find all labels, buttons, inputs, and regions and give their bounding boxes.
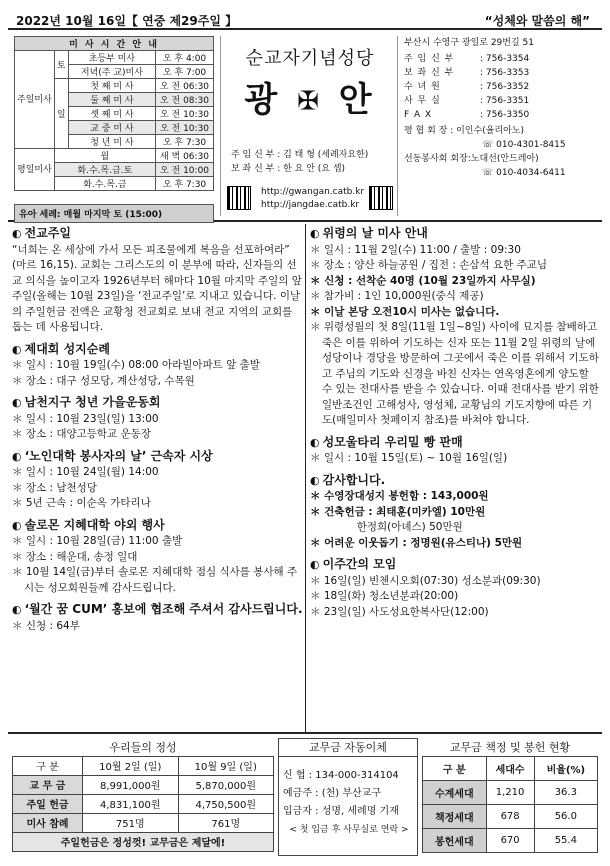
mass-time: 새 벽 06:30 bbox=[156, 149, 214, 163]
contact-value: : 756-3353 bbox=[480, 68, 530, 78]
notice-title-text: 성모울타리 우리밀 빵 판매 bbox=[322, 434, 463, 449]
row-label: 책정세대 bbox=[423, 804, 487, 828]
notice-title-text: 이주간의 모임 bbox=[322, 557, 397, 571]
notice-section bbox=[12, 342, 304, 390]
contact-label: 사 무 실 bbox=[404, 96, 441, 106]
mass-name: 화.수.목.금 bbox=[54, 177, 155, 191]
notice-item: ＊ 일시 : 10월 15일(토) ~ 10월 16일(일) bbox=[310, 452, 508, 464]
table-header: 비율(%) bbox=[534, 756, 597, 780]
notice-title-text: 솔로몬 지혜대학 야외 행사 bbox=[24, 517, 165, 532]
table-header: 10월 2일 (일) bbox=[83, 756, 179, 775]
notice-item: ＊ 수영장대성지 봉헌함 : 143,000원 bbox=[310, 490, 489, 502]
notice-section bbox=[310, 473, 602, 552]
notice-title-text: 감사합니다. bbox=[322, 472, 386, 487]
issue-date: 2022년 10월 16일【 연중 제29주일 】 bbox=[16, 14, 238, 28]
mass-time: 오 전 10:30 bbox=[156, 107, 214, 121]
logo-left: 광 bbox=[244, 80, 282, 120]
notice-item: ＊ 장소 : 대구 성모당, 계산성당, 수목원 bbox=[12, 374, 195, 387]
right-column bbox=[310, 226, 602, 626]
mass-time: 오 후 4:00 bbox=[156, 51, 214, 65]
mass-time: 오 전 08:30 bbox=[156, 93, 214, 107]
notice-title bbox=[310, 557, 602, 573]
notice-section bbox=[12, 449, 304, 512]
notice-item: ＊ 장소 : 해운대, 송정 일대 bbox=[12, 550, 138, 563]
notice-title-text: 제대회 성지순례 bbox=[24, 341, 110, 356]
logo-right: 안 bbox=[338, 80, 376, 120]
weekday-monday: 월 bbox=[54, 149, 155, 163]
row-label: 교 무 금 bbox=[13, 775, 83, 794]
table-header: 세대수 bbox=[486, 756, 534, 780]
address: 부산시 수영구 광일로 29번길 51 bbox=[404, 38, 534, 48]
contact-label: 수 녀 원 bbox=[404, 82, 441, 92]
bullet-icon: ◐ bbox=[12, 603, 22, 616]
table-cell: 8,991,000원 bbox=[83, 775, 179, 794]
transfer-line: 신 협 : 134-000-314104 bbox=[283, 770, 399, 781]
notice-item: ＊ 이날 본당 오전10시 미사는 없습니다. bbox=[310, 305, 500, 318]
mass-name: 저녁(주 교)미사 bbox=[68, 65, 155, 79]
saturday-label: 토 bbox=[54, 51, 68, 79]
service-phone: ☏ 010-4034-6411 bbox=[482, 168, 566, 178]
bullet-icon: ◐ bbox=[12, 518, 22, 532]
notice-item: ＊ 장소 : 대양고등학교 운동장 bbox=[12, 428, 151, 440]
table-cell: 56.0 bbox=[534, 804, 597, 828]
contact-info bbox=[404, 36, 598, 180]
notice-section bbox=[310, 557, 602, 620]
bullet-icon: ◐ bbox=[310, 473, 320, 487]
mass-time: 오 전 06:30 bbox=[156, 79, 214, 93]
table-cell: 761명 bbox=[178, 813, 274, 832]
notice-section bbox=[12, 518, 304, 597]
mass-time: 오 후 7:30 bbox=[156, 177, 214, 191]
notice-item: ＊ 일시 : 11월 2일(수) 11:00 / 출발 : 09:30 bbox=[310, 243, 521, 256]
notice-title bbox=[12, 395, 304, 411]
president-phone: ☏ 010-4301-8415 bbox=[482, 140, 566, 150]
notice-section bbox=[12, 395, 304, 443]
bottom-divider bbox=[8, 732, 602, 734]
motto: “성체와 말씀의 해” bbox=[484, 14, 590, 28]
column-divider bbox=[305, 224, 306, 732]
mass-name: 교 중 미 사 bbox=[68, 121, 155, 135]
notice-title bbox=[12, 518, 304, 534]
notice-item: ＊ 건축헌금 : 최태훈(미카엘) 10만원 bbox=[310, 505, 486, 518]
table-cell: 751명 bbox=[83, 813, 179, 832]
notice-item: ＊ 장소 : 남천성당 bbox=[12, 481, 97, 494]
mass-name: 첫 째 미 사 bbox=[68, 79, 155, 93]
table-cell: 1,210 bbox=[486, 780, 534, 804]
mass-name: 셋 째 미 사 bbox=[68, 107, 155, 121]
mass-time: 오 후 7:00 bbox=[156, 65, 214, 79]
infant-baptism: 유아 세례: 매월 마지막 토 (15:00) bbox=[14, 204, 214, 223]
notice-title-text: 위령의 날 미사 안내 bbox=[322, 226, 428, 240]
notice-title bbox=[310, 435, 602, 451]
row-label: 주일 헌금 bbox=[13, 794, 83, 813]
notice-item: ＊ 18일(화) 청소년분과(20:00) bbox=[310, 590, 459, 602]
left-column bbox=[12, 226, 304, 640]
bullet-icon: ◐ bbox=[12, 396, 22, 409]
transfer-caption: 교무금 자동이체 bbox=[279, 739, 417, 757]
notice-item: ＊ 5년 근속 : 이순옥 가타리나 bbox=[12, 497, 151, 509]
contact-value: : 756-3350 bbox=[480, 110, 530, 120]
mass-time: 오 전 10:30 bbox=[156, 121, 214, 135]
notice-item: ＊ 장소 : 양산 하늘공원 / 집전 : 손삼석 요한 주교님 bbox=[310, 259, 548, 271]
sunday-mass-label: 주일미사 bbox=[15, 51, 55, 149]
notice-title bbox=[12, 342, 304, 358]
pastor: 주 임 신 부 : 김 태 형 (세례자요한) bbox=[231, 150, 369, 160]
bullet-icon: ◐ bbox=[310, 558, 320, 571]
table-cell: 4,750,500원 bbox=[178, 794, 274, 813]
mass-name: 화.수.목.금.토 bbox=[54, 163, 155, 177]
notice-section bbox=[12, 602, 304, 634]
auto-transfer-box bbox=[278, 738, 418, 856]
notice-item: ＊ 위령성월의 첫 8일(11월 1일~8일) 사이에 묘지를 참배하고 죽은 이를 위하여 기도하는 신자 또는 11월 2일 위령의 날에 성당이나 경당을 방문하여 그곳에서 죽은 이를 위해서 기도하고 주님의 기도와 신경을 바친 신자는 연옥영혼에게 양도할 수 있는 전대사를 받을 수 있습니다. 이때 전대사를 받기 위한 일반조건인 고해성사, 영성체, 교황님의 기도지향에 따른 기도(매일미사 첫페이지 참조)를 바쳐야 합니다. bbox=[310, 321, 599, 426]
table-header: 구 분 bbox=[13, 756, 83, 775]
notice-item: ＊ 10월 14일(금)부터 솔로몬 지혜대학 점심 식사를 봉사해 주시는 성모회원들께 감사드립니다. bbox=[12, 566, 298, 594]
offering-caption: 우리들의 정성 bbox=[109, 740, 177, 754]
dues-caption: 교무금 책정 및 봉헌 현황 bbox=[449, 740, 571, 754]
notice-title-text: ‘월간 꿈 CUM’ 홍보에 협조해 주셔서 감사드립니다. bbox=[24, 602, 303, 616]
priest-list bbox=[231, 148, 368, 176]
bullet-icon: ◐ bbox=[12, 227, 22, 240]
row-label: 미사 참례 bbox=[13, 813, 83, 832]
row-label: 수계세대 bbox=[423, 780, 487, 804]
council-president: 평 협 회 장 : 이인수(율리아노) bbox=[404, 126, 524, 136]
notice-title bbox=[12, 449, 304, 465]
table-cell: 55.4 bbox=[534, 828, 597, 852]
contact-label: 보 좌 신 부 bbox=[404, 68, 455, 78]
table-cell: 36.3 bbox=[534, 780, 597, 804]
notice-item: ＊ 일시 : 10월 28일(금) 11:00 출발 bbox=[12, 535, 183, 547]
offering-note: 주일헌금은 정성껏! 교무금은 제달에! bbox=[13, 832, 274, 851]
church-name: 순교자기념성당 bbox=[245, 48, 375, 69]
weekday-mass-label: 평일미사 bbox=[15, 149, 55, 191]
mass-time: 오 전 10:00 bbox=[156, 163, 214, 177]
mass-schedule-table bbox=[14, 36, 214, 191]
qr-code-icon bbox=[227, 186, 251, 210]
transfer-line: 예금주 : (천) 부산교구 bbox=[283, 788, 381, 799]
top-line bbox=[8, 8, 602, 30]
notice-item: ＊ 16일(일) 빈첸시오회(07:30) 성소분과(09:30) bbox=[310, 574, 541, 587]
bullet-icon: ◐ bbox=[12, 449, 22, 463]
notice-item: ＊ 일시 : 10월 19일(수) 08:00 아라빌아파트 앞 출발 bbox=[12, 359, 260, 371]
website-link[interactable]: http://gwangan.catb.kr bbox=[261, 187, 365, 197]
notice-item: 한정희(아녜스) 50만원 bbox=[310, 521, 463, 533]
notice-title-text: 전교주일 bbox=[24, 226, 71, 240]
website-links bbox=[261, 186, 364, 212]
bulletin-logo bbox=[221, 72, 399, 121]
notice-item: ＊ 참가비 : 1인 10,000원(중식 제공) bbox=[310, 290, 484, 302]
transfer-note: < 첫 입금 후 사무실로 연락 > bbox=[289, 825, 409, 835]
dues-table bbox=[422, 738, 598, 853]
notice-paragraph: “너희는 온 세상에 가서 모든 피조물에게 복음을 선포하여라” (마르 16,15). 교회는 그리스도의 이 분부에 따라, 신자들의 선교 의식을 높이고자 1926년부터 해마다 10월 마지막 주일의 앞 주일(올해는 10월 23일)을 ‘전교주일’로 지내고 있습니다. 이날의 주일헌금 전액은 교황청 전교회로 보내 전교 지역의 교회를 돕는 데 사용됩니다. bbox=[12, 243, 302, 333]
offering-table bbox=[12, 738, 274, 852]
notice-section bbox=[310, 435, 602, 467]
contact-value: : 756-3352 bbox=[480, 82, 530, 92]
contact-value: : 756-3351 bbox=[480, 96, 530, 106]
notice-title bbox=[12, 226, 304, 242]
notice-item: ＊ 신청 : 선착순 40명 (10월 23일까지 사무실) bbox=[310, 274, 536, 287]
notice-title bbox=[12, 602, 304, 618]
notice-section bbox=[12, 226, 304, 336]
table-header: 10월 9일 (일) bbox=[178, 756, 274, 775]
contact-label: 주 임 신 부 bbox=[404, 54, 455, 64]
table-header: 구 분 bbox=[423, 756, 487, 780]
bulletin bbox=[8, 8, 602, 858]
qr-code-icon bbox=[369, 186, 393, 210]
sunday-day-label: 일 bbox=[54, 79, 68, 149]
notice-title-text: ‘노인대학 봉사자의 날’ 근속자 시상 bbox=[24, 448, 213, 463]
masthead-center bbox=[220, 36, 398, 216]
masthead bbox=[8, 32, 602, 222]
mass-time: 오 후 7:30 bbox=[156, 135, 214, 149]
contact-value: : 756-3354 bbox=[480, 54, 530, 64]
bullet-icon: ◐ bbox=[12, 342, 22, 356]
notice-item: ＊ 어려운 이웃돕기 : 정명원(유스티나) 5만원 bbox=[310, 536, 523, 549]
notice-title bbox=[310, 226, 602, 242]
bullet-icon: ◐ bbox=[310, 227, 320, 240]
table-cell: 670 bbox=[486, 828, 534, 852]
table-cell: 678 bbox=[486, 804, 534, 828]
mass-name: 청 년 미 사 bbox=[68, 135, 155, 149]
notice-item: ＊ 일시 : 10월 23일(일) 13:00 bbox=[12, 412, 159, 425]
notice-section bbox=[310, 226, 602, 429]
cross-icon: ✠ bbox=[297, 86, 323, 117]
mass-name: 초등부 미사 bbox=[68, 51, 155, 65]
website-link[interactable]: http://jangdae.catb.kr bbox=[261, 200, 360, 210]
mass-schedule-caption: 미 사 시 간 안 내 bbox=[15, 37, 214, 51]
assistant-priest: 보 좌 신 부 : 한 요 안 (요 셉) bbox=[231, 164, 346, 174]
table-cell: 5,870,000원 bbox=[178, 775, 274, 794]
transfer-line: 입금자 : 성명, 세례명 기재 bbox=[283, 806, 399, 817]
contact-label: F A X bbox=[404, 110, 433, 120]
notice-title-text: 남천지구 청년 가을운동회 bbox=[24, 395, 161, 409]
mass-name: 둘 째 미 사 bbox=[68, 93, 155, 107]
notice-title bbox=[310, 473, 602, 489]
row-label: 봉헌세대 bbox=[423, 828, 487, 852]
service-president: 선동봉사회 회장:노대선(안드레아) bbox=[404, 154, 539, 164]
bullet-icon: ◐ bbox=[310, 435, 320, 449]
notice-item: ＊ 신청 : 64부 bbox=[12, 619, 80, 632]
notice-item: ＊ 23일(일) 사도성요한복사단(12:00) bbox=[310, 605, 489, 618]
table-cell: 4,831,100원 bbox=[83, 794, 179, 813]
notice-item: ＊ 일시 : 10월 24일(월) 14:00 bbox=[12, 466, 159, 478]
